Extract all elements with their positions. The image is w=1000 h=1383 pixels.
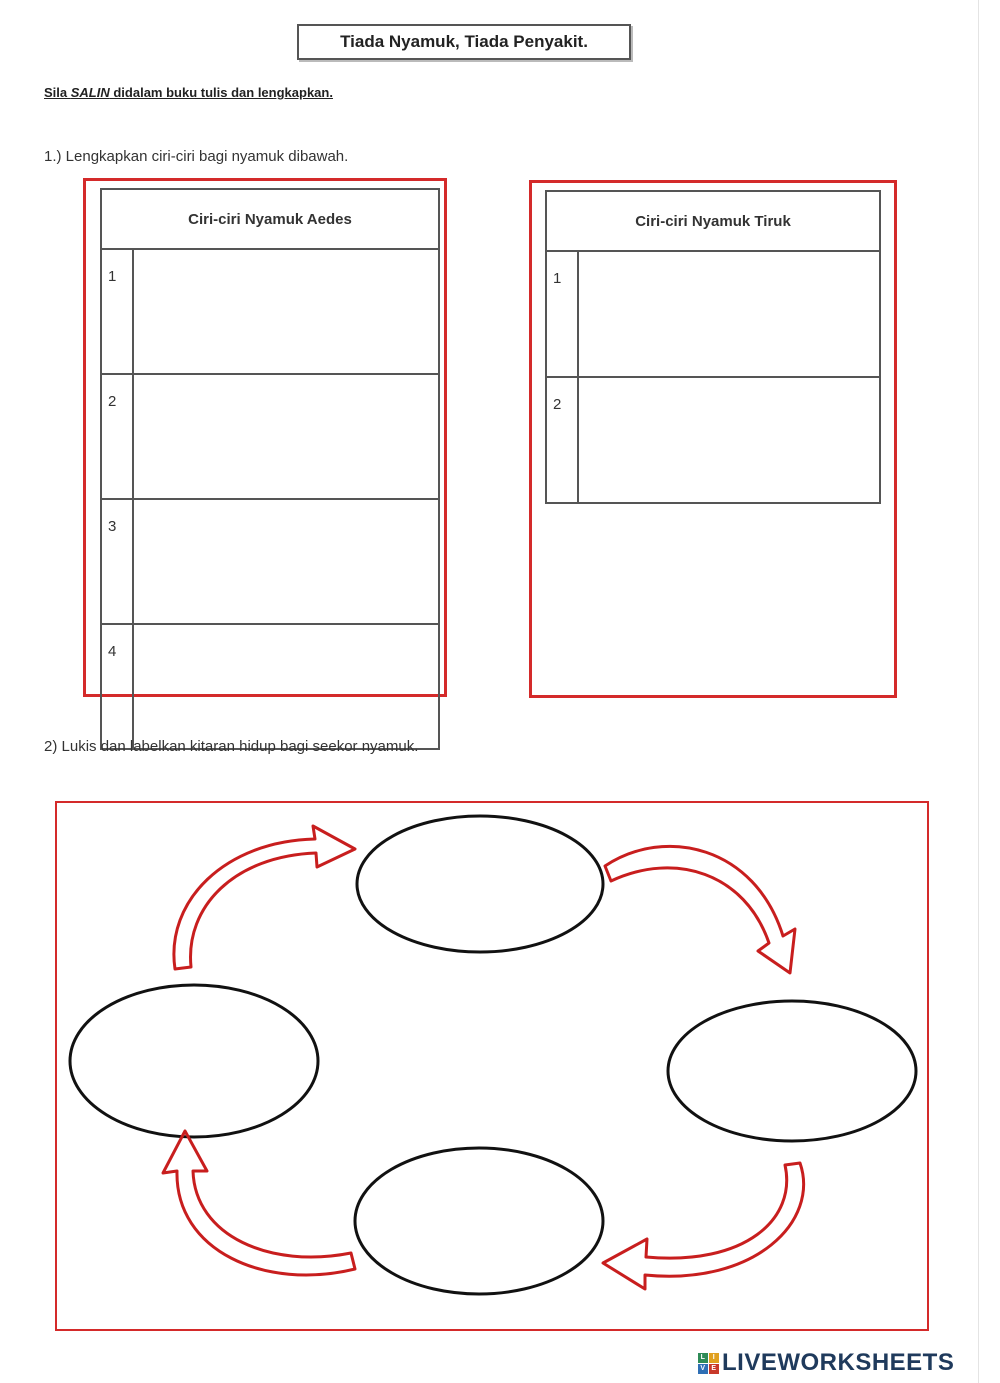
- table-row: [101, 624, 439, 749]
- row-number: 4: [101, 624, 133, 749]
- table-row: [546, 377, 880, 503]
- row-number: 3: [101, 499, 133, 624]
- liveworksheets-text: LIVEWORKSHEETS: [722, 1349, 955, 1376]
- answer-cell[interactable]: [133, 499, 439, 624]
- stage-oval-left[interactable]: [70, 985, 318, 1137]
- stage-oval-bottom[interactable]: [355, 1148, 603, 1294]
- answer-cell[interactable]: [578, 377, 880, 503]
- liveworksheets-logo: [698, 1349, 954, 1377]
- liveworksheets-icon: L I V E: [698, 1353, 719, 1374]
- table-row: [101, 499, 439, 624]
- aedes-characteristics-table: [100, 188, 440, 750]
- stage-oval-top[interactable]: [357, 816, 603, 952]
- instruction-emphasis: SALIN: [70, 85, 110, 100]
- row-number: 2: [546, 377, 578, 503]
- page-edge: [978, 0, 979, 1383]
- question-2: 2) Lukis dan labelkan kitaran hidup bagi seekor nyamuk.: [44, 738, 419, 755]
- tiruk-characteristics-table: [545, 190, 881, 504]
- instruction-prefix: Sila: [44, 85, 71, 100]
- row-number: 2: [101, 374, 133, 499]
- instruction-suffix: didalam buku tulis dan lengkapkan.: [109, 85, 333, 100]
- copy-instruction: [44, 85, 333, 100]
- arrow-top-to-right-icon: [605, 846, 795, 973]
- answer-cell[interactable]: [133, 249, 439, 374]
- table-row: [101, 374, 439, 499]
- answer-cell[interactable]: [133, 374, 439, 499]
- arrow-right-to-bottom-icon: [603, 1163, 804, 1289]
- arrow-bottom-to-left-icon: [163, 1131, 355, 1275]
- question-1: 1.) Lengkapkan ciri-ciri bagi nyamuk dibawah.: [44, 148, 349, 165]
- tiruk-table-header: Ciri-ciri Nyamuk Tiruk: [546, 191, 880, 251]
- aedes-table-header: Ciri-ciri Nyamuk Aedes: [101, 189, 439, 249]
- stage-oval-right[interactable]: [668, 1001, 916, 1141]
- row-number: 1: [101, 249, 133, 374]
- arrow-left-to-top-icon: [174, 826, 355, 969]
- worksheet-title: [297, 24, 631, 60]
- answer-cell[interactable]: [133, 624, 439, 749]
- row-number: 1: [546, 251, 578, 377]
- worksheet-title-text: Tiada Nyamuk, Tiada Penyakit.: [340, 32, 588, 51]
- life-cycle-diagram: [55, 801, 929, 1331]
- table-row: [101, 249, 439, 374]
- answer-cell[interactable]: [578, 251, 880, 377]
- table-row: [546, 251, 880, 377]
